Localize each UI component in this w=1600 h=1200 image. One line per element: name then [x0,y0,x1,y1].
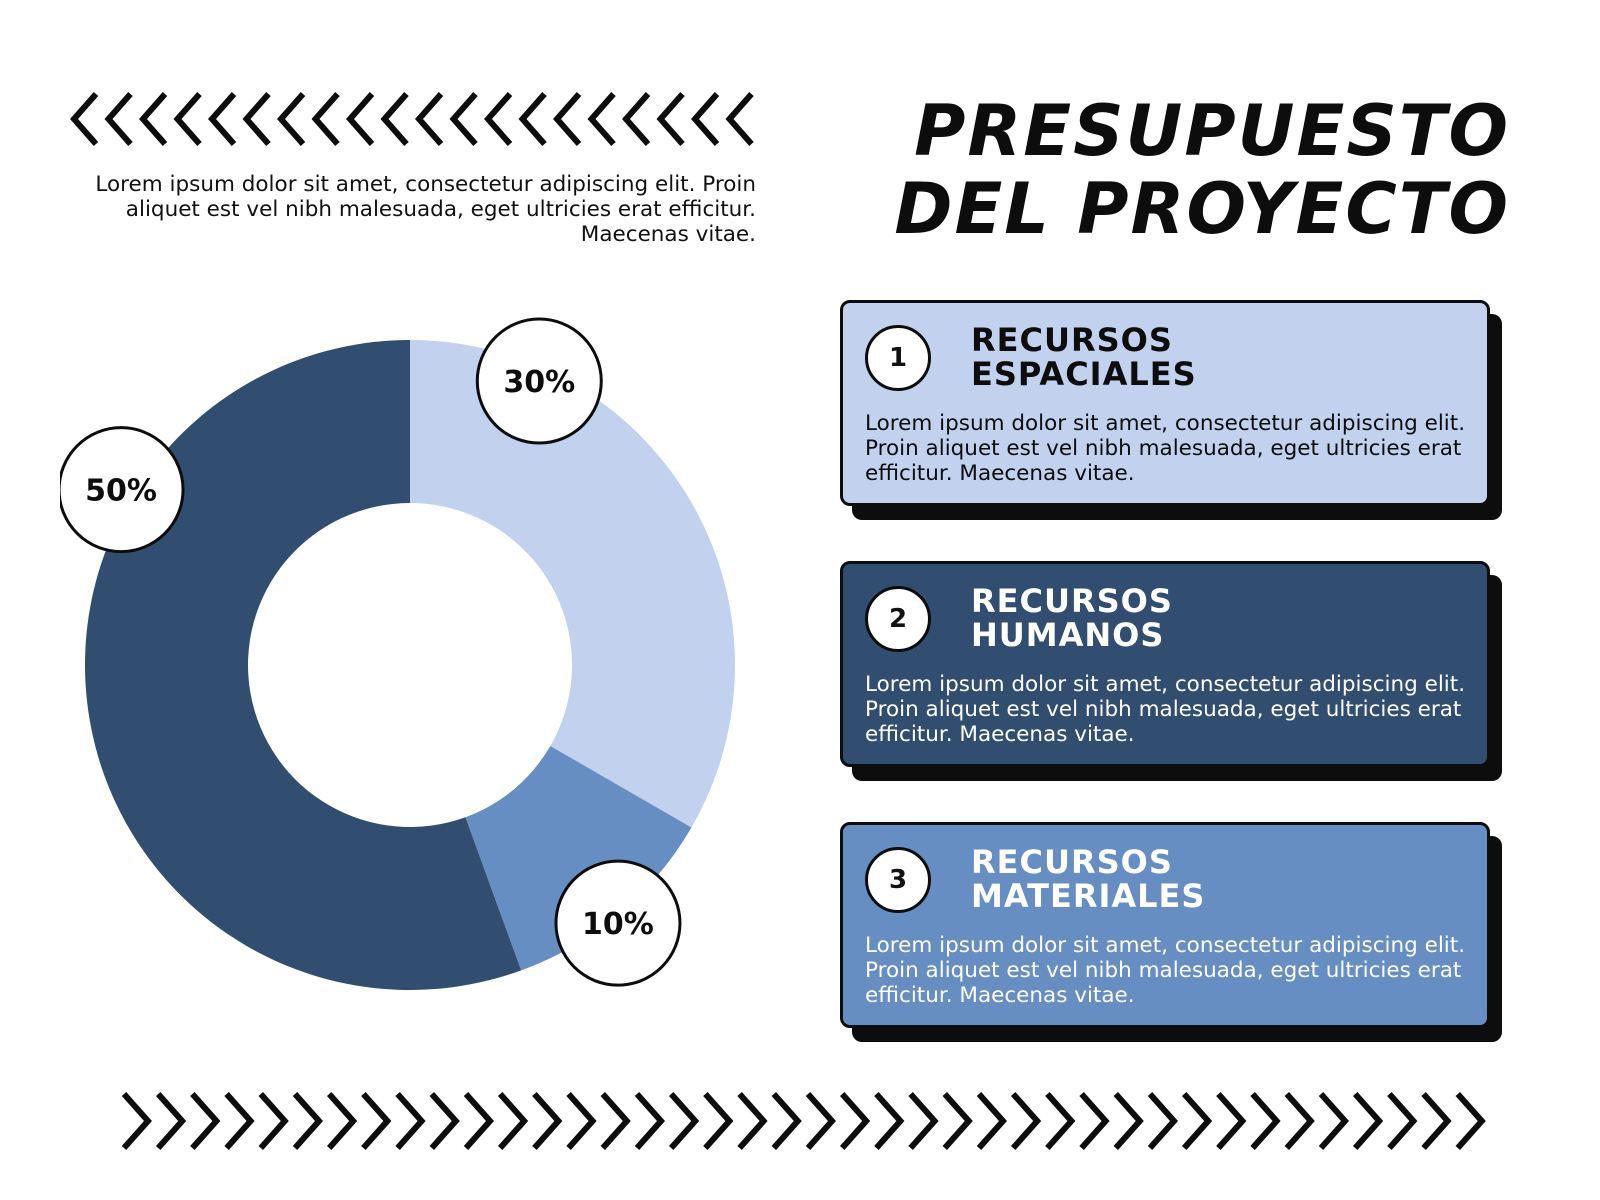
slice-label: 50% [85,473,157,509]
card-heading [971,323,1471,391]
card-heading-line-2: ESPACIALES [971,355,1197,393]
slice-label: 30% [503,365,576,401]
chevrons-left-icon [66,90,766,148]
card-heading-line-2: HUMANOS [971,616,1165,654]
card-heading-line-1: RECURSOS [971,843,1173,881]
card-description: Lorem ipsum dolor sit amet, consectetur adipiscing elit. Proin aliquet est vel nibh malesuada, eget ultricies erat efficitur. Maecenas vitae. [865,933,1466,1008]
card-number-badge: 1 [865,325,931,391]
card-heading [971,584,1471,652]
card-description: Lorem ipsum dolor sit amet, consectetur adipiscing elit. Proin aliquet est vel nibh malesuada, eget ultricies erat efficitur. Maecenas vitae. [865,672,1466,747]
card-heading-line-2: MATERIALES [971,877,1206,915]
title-line-1: PRESUPUESTO [914,90,1510,172]
intro-text: Lorem ipsum dolor sit amet, consectetur adipiscing elit. Proin aliquet est vel nibh malesuada, eget ultricies erat efficitur. Maecenas vitae. [95,172,756,247]
card-description: Lorem ipsum dolor sit amet, consectetur adipiscing elit. Proin aliquet est vel nibh malesuada, eget ultricies erat efficitur. Maecenas vitae. [865,411,1466,486]
card-recursos-espaciales [840,300,1490,506]
page-title [750,92,1510,248]
donut-chart [60,300,780,1040]
card-heading [971,845,1471,913]
card-recursos-humanos [840,561,1490,767]
chevrons-right-icon [118,1090,1498,1152]
card-recursos-materiales [840,822,1490,1028]
card-number-badge: 3 [865,847,931,913]
card-heading-line-1: RECURSOS [971,321,1173,359]
card-number-badge: 2 [865,586,931,652]
title-line-2: DEL PROYECTO [894,168,1510,250]
card-heading-line-1: RECURSOS [971,582,1173,620]
slice-label: 10% [582,907,654,943]
